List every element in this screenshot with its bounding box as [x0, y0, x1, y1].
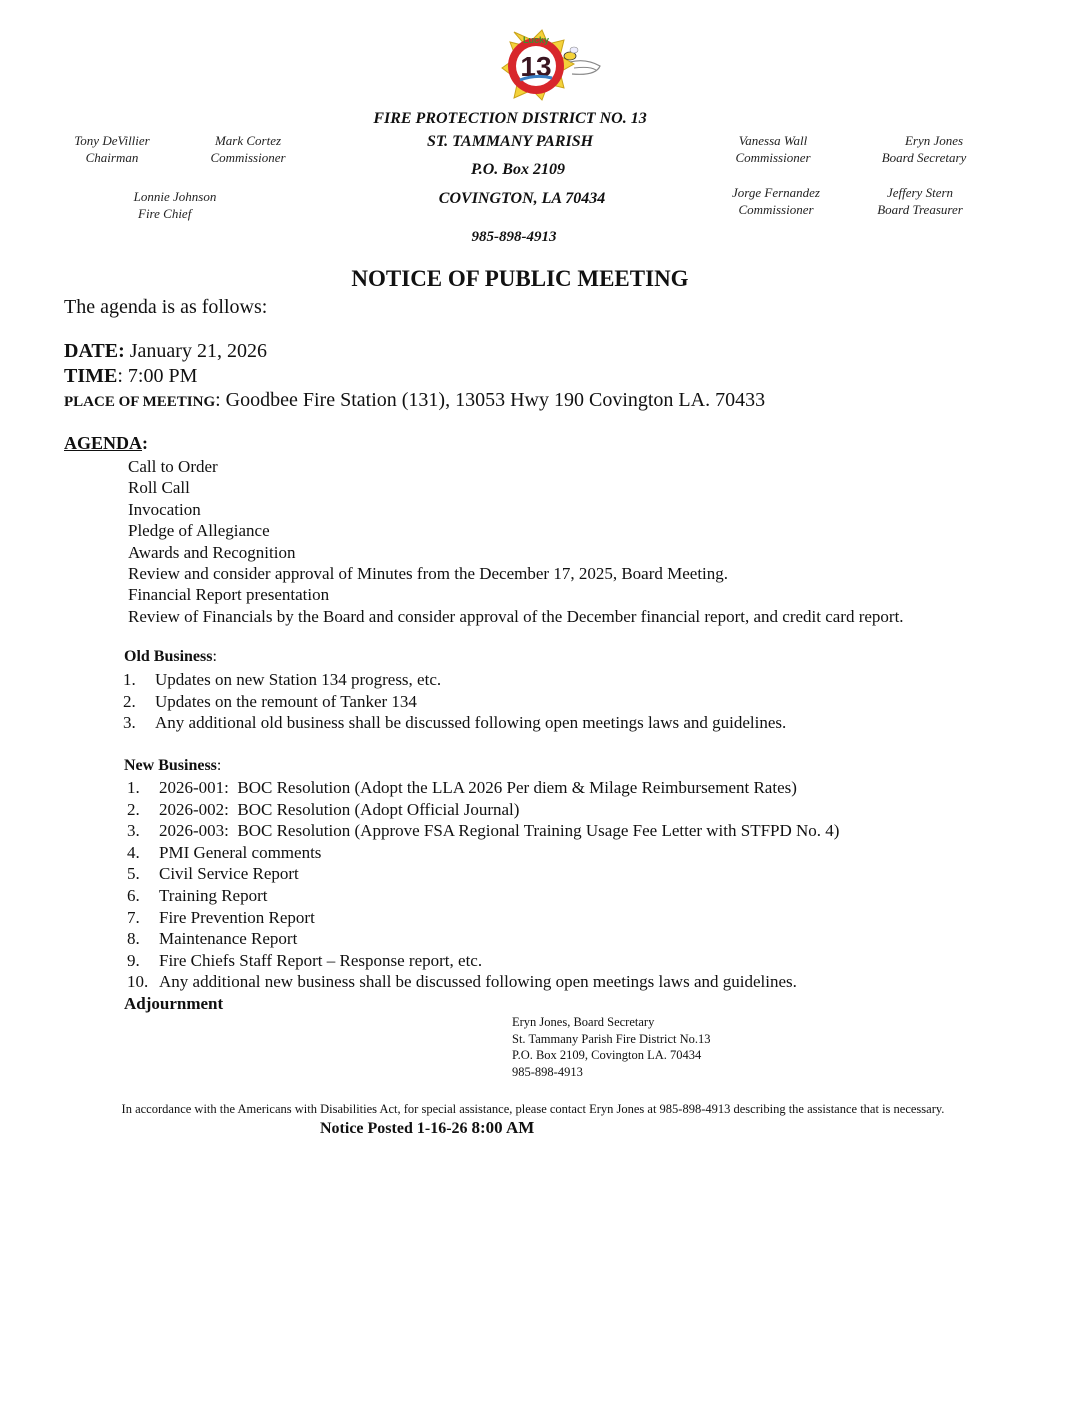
new-business-item: 8. Maintenance Report [127, 929, 298, 949]
official-name: Lonnie Johnson [133, 189, 217, 204]
old-business-item: 2. Updates on the remount of Tanker 134 [123, 691, 417, 711]
official-name: Eryn Jones [904, 133, 964, 148]
new-business-item: 7. Fire Prevention Report [127, 907, 315, 927]
new-business-list [127, 777, 839, 993]
notice-posted [320, 1118, 534, 1138]
agenda-item: Review and consider approval of Minutes from the December 17, 2025, Board Meeting. [128, 564, 729, 584]
new-business-heading: New Business: [124, 757, 222, 774]
adjournment: Adjournment [124, 994, 224, 1013]
posted-date: Notice Posted 1-16-26 [320, 1120, 472, 1137]
new-business-item: 2. 2026-002: BOC Resolution (Adopt Official Journal) [127, 799, 520, 819]
new-business-item: 5. Civil Service Report [127, 864, 299, 884]
parish-name: ST. TAMMANY PARISH [426, 133, 594, 150]
city-state-zip: COVINGTON, LA 70434 [438, 190, 606, 207]
official-title: Chairman [85, 150, 139, 165]
agenda-intro: The agenda is as follows: [64, 296, 268, 318]
official-fire-chief [122, 188, 228, 222]
old-business-heading: Old Business: [124, 648, 217, 665]
signature-block [512, 1014, 711, 1080]
district-logo [486, 28, 606, 104]
agenda-item: Review of Financials by the Board and consider approval of the December financial report, and credit card report. [128, 606, 904, 626]
old-business-item: 3. Any additional old business shall be discussed following open meetings laws and guidelines. [123, 713, 787, 733]
official-name: Jorge Fernandez [732, 185, 820, 200]
agenda-item: Call to Order [128, 457, 218, 476]
place-label: PLACE OF MEETING [64, 394, 216, 410]
meeting-time [64, 365, 197, 388]
agenda-items [128, 456, 904, 627]
ada-notice: In accordance with the Americans with Disabilities Act, for special assistance, please contact Eryn Jones at 985-898-4913 describing the assistance that is necessary. [121, 1102, 945, 1116]
official-chairman [62, 132, 162, 166]
official-board-secretary [874, 132, 974, 166]
official-name: Tony DeVillier [74, 133, 150, 148]
old-business-item: 1. Updates on new Station 134 progress, etc. [123, 670, 442, 689]
official-name: Mark Cortez [214, 133, 282, 148]
agenda-item: Awards and Recognition [128, 542, 296, 562]
new-business-item: 1. 2026-001: BOC Resolution (Adopt the LLA 2026 Per diem & Milage Reimbursement Rates) [127, 778, 797, 797]
date-value: January 21, 2026 [124, 340, 267, 362]
meeting-place [64, 389, 765, 412]
agenda-heading-label: AGENDA [64, 433, 143, 453]
new-business-item: 4. PMI General comments [127, 842, 322, 862]
new-business-item: 10. Any additional new business shall be discussed following open meetings laws and guidelines. [127, 972, 797, 992]
signature-line: Eryn Jones, Board Secretary [512, 1015, 655, 1029]
po-box: P.O. Box 2109 [471, 161, 565, 178]
signature-line: St. Tammany Parish Fire District No.13 [512, 1031, 711, 1046]
agenda-item: Invocation [128, 499, 201, 519]
place-value: : Goodbee Fire Station (131), 13053 Hwy 190 Covington LA. 70433 [215, 389, 766, 411]
official-title: Commissioner [735, 150, 811, 165]
agenda-item: Pledge of Allegiance [128, 521, 270, 541]
time-value: : 7:00 PM [117, 365, 198, 387]
old-business-list [123, 669, 786, 734]
official-board-treasurer [868, 184, 972, 218]
official-title: Fire Chief [138, 206, 192, 221]
district-phone: 985-898-4913 [471, 229, 557, 245]
new-business-item: 3. 2026-003: BOC Resolution (Approve FSA Regional Training Usage Fee Letter with STFPD No. 4) [127, 821, 840, 841]
new-business-item: 6. Training Report [127, 885, 268, 905]
agenda-heading: AGENDA: [64, 433, 149, 453]
svg-text:Lucky: Lucky [522, 35, 550, 45]
time-label: TIME [64, 365, 118, 387]
official-title: Board Treasurer [877, 202, 963, 217]
agenda-item: Roll Call [128, 478, 190, 498]
new-business-item: 9. Fire Chiefs Staff Report – Response report, etc. [127, 950, 483, 970]
signature-line: P.O. Box 2109, Covington LA. 70434 [512, 1048, 702, 1063]
date-label: DATE: [64, 340, 125, 362]
agenda-item: Financial Report presentation [128, 585, 330, 605]
official-title: Commissioner [210, 150, 286, 165]
official-commissioner-fernandez [724, 184, 828, 218]
official-title: Board Secretary [881, 150, 967, 165]
svg-text:13: 13 [520, 51, 552, 82]
meeting-date [64, 340, 267, 363]
official-commissioner-cortez [200, 132, 296, 166]
official-name: Jeffery Stern [886, 185, 954, 200]
official-commissioner-wall [728, 132, 818, 166]
org-name: FIRE PROTECTION DISTRICT NO. 13 [373, 110, 647, 127]
notice-title: NOTICE OF PUBLIC MEETING [351, 266, 689, 291]
lucky-13-fire-district-logo-icon [486, 28, 606, 104]
posted-time: 8:00 AM [471, 1118, 535, 1137]
signature-line: 985-898-4913 [512, 1064, 583, 1079]
official-name: Vanessa Wall [738, 133, 808, 148]
official-title: Commissioner [738, 202, 814, 217]
